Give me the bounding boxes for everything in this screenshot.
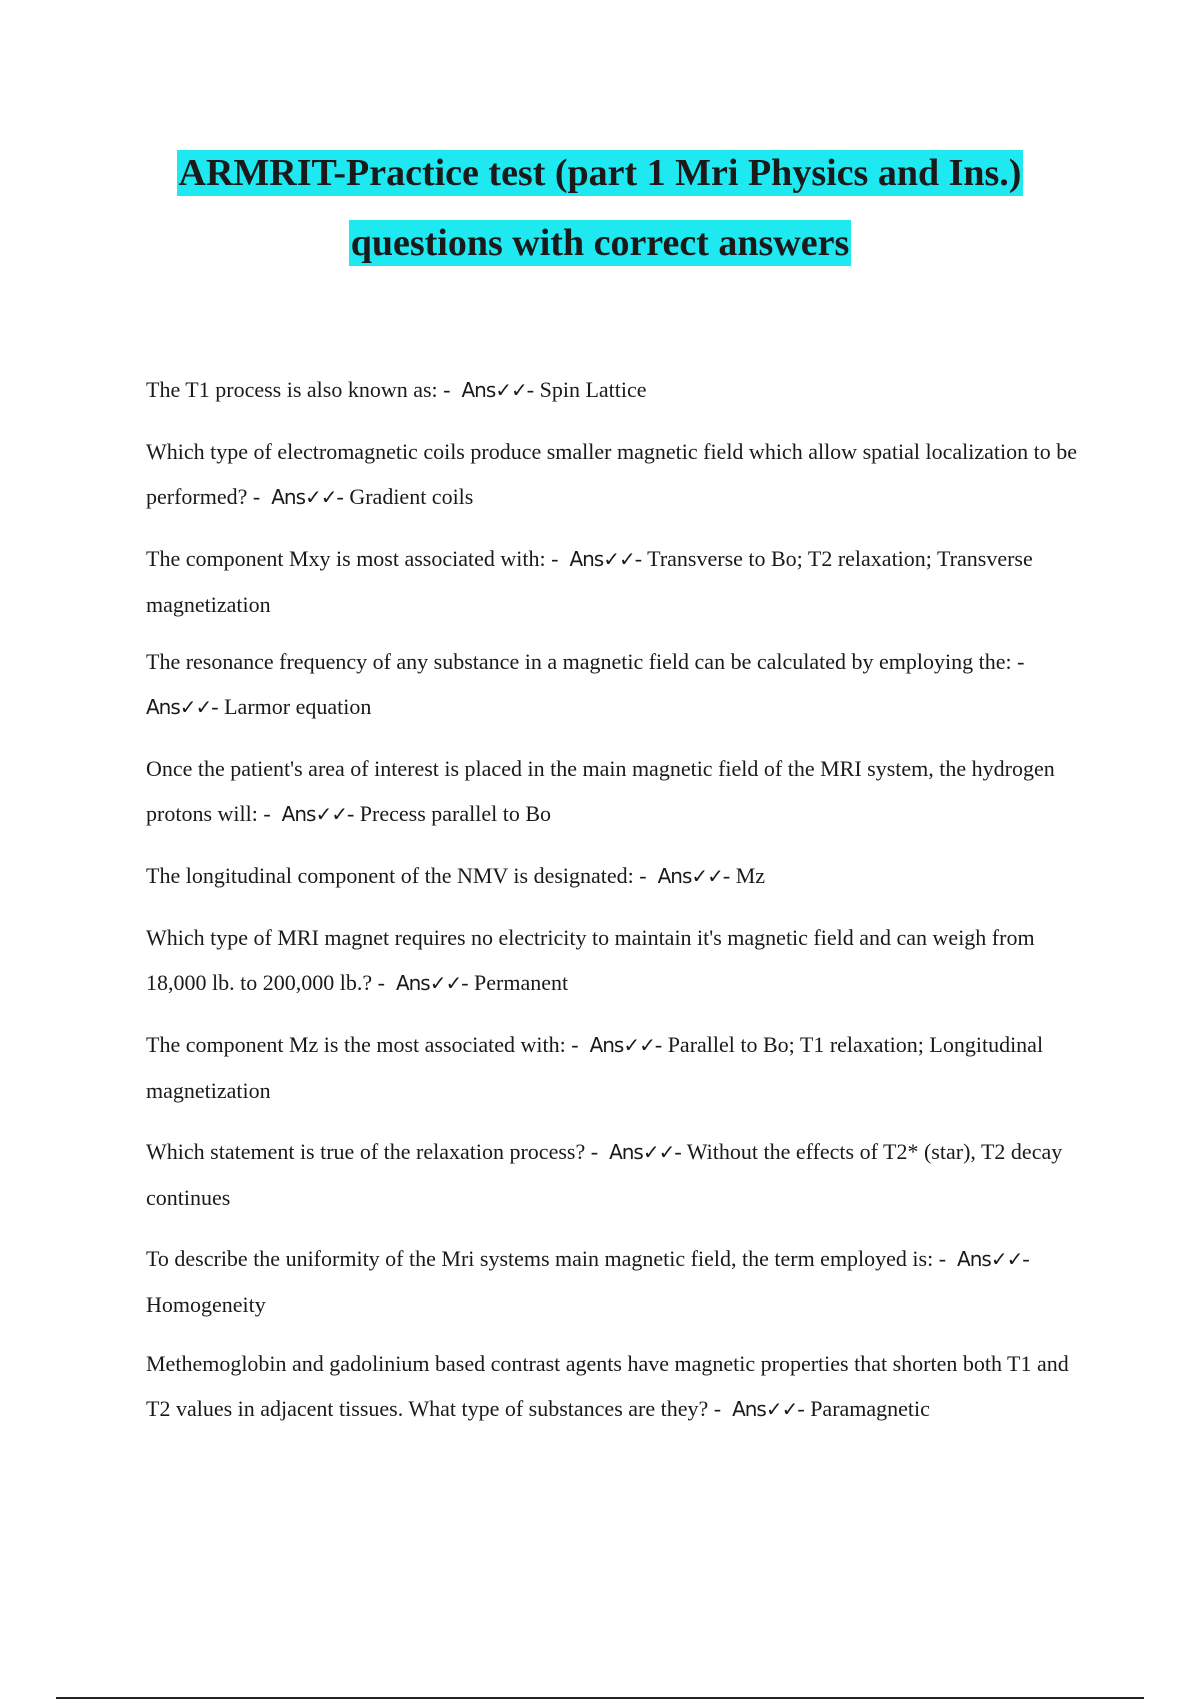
answer-text: - Gradient coils: [336, 484, 474, 509]
question-text: The component Mz is the most associated with: -: [146, 1032, 579, 1057]
title-line-2: questions with correct answers: [350, 222, 850, 264]
answer-text: - Permanent: [461, 970, 569, 995]
answer-text: - Transverse to Bo; T2 relaxation; Transverse magnetization: [146, 546, 1033, 617]
answer-marker: Ans✓✓: [281, 802, 347, 826]
document-title: [60, 138, 1140, 278]
question-text: Methemoglobin and gadolinium based contrast agents have magnetic properties that shorten both T1 and T2 values in adjacent tissues. What type of substances are they? -: [146, 1351, 1069, 1421]
answer-marker: Ans✓✓: [461, 378, 527, 402]
answer-marker: Ans✓✓: [732, 1397, 798, 1421]
answer-marker: Ans✓✓: [146, 695, 212, 719]
answer-marker: Ans✓✓: [569, 547, 635, 571]
qa-list: [146, 367, 1096, 1432]
qa-item: [146, 853, 1096, 899]
question-text: Which statement is true of the relaxation process? -: [146, 1139, 599, 1164]
answer-marker: Ans✓✓: [589, 1033, 655, 1057]
answer-text: - Homogeneity: [146, 1246, 1030, 1317]
question-text: To describe the uniformity of the Mri systems main magnetic field, the term employed is: -: [146, 1246, 947, 1271]
footer-divider: [56, 1697, 1144, 1699]
qa-item: [146, 639, 1096, 730]
qa-item: [146, 1341, 1096, 1432]
qa-item: [146, 1129, 1096, 1220]
question-text: The resonance frequency of any substance in a magnetic field can be calculated by employing the: -: [146, 649, 1025, 674]
question-text: Which type of electromagnetic coils produce smaller magnetic field which allow spatial localization to be performed? -: [146, 439, 1077, 509]
question-text: Once the patient's area of interest is placed in the main magnetic field of the MRI system, the hydrogen protons will: -: [146, 756, 1055, 826]
question-text: The component Mxy is most associated with: -: [146, 546, 559, 571]
answer-text: - Larmor equation: [211, 694, 372, 719]
answer-marker: Ans✓✓: [957, 1247, 1023, 1271]
qa-item: [146, 367, 1096, 413]
answer-marker: Ans✓✓: [271, 485, 337, 509]
answer-text: - Precess parallel to Bo: [346, 801, 552, 826]
qa-item: [146, 429, 1096, 520]
qa-item: [146, 915, 1096, 1006]
question-text: The longitudinal component of the NMV is designated: -: [146, 863, 647, 888]
qa-item: [146, 746, 1096, 837]
answer-marker: Ans✓✓: [395, 971, 462, 995]
qa-item: [146, 536, 1096, 627]
answer-marker: Ans✓✓: [657, 864, 723, 888]
qa-item: [146, 1022, 1096, 1113]
answer-text: - Parallel to Bo; T1 relaxation; Longitudinal magnetization: [146, 1032, 1044, 1103]
answer-text: - Paramagnetic: [797, 1396, 930, 1421]
answer-text: - Without the effects of T2* (star), T2 decay continues: [146, 1139, 1063, 1210]
answer-text: - Spin Lattice: [526, 377, 647, 402]
qa-item: [146, 1236, 1096, 1327]
answer-text: - Mz: [722, 863, 766, 888]
question-text: The T1 process is also known as: -: [146, 377, 451, 402]
title-line-1: ARMRIT-Practice test (part 1 Mri Physics and Ins.): [178, 152, 1022, 194]
question-text: Which type of MRI magnet requires no electricity to maintain it's magnetic field and can weigh from 18,000 lb. to 200,000 lb.? -: [146, 925, 1035, 995]
answer-marker: Ans✓✓: [609, 1140, 675, 1164]
